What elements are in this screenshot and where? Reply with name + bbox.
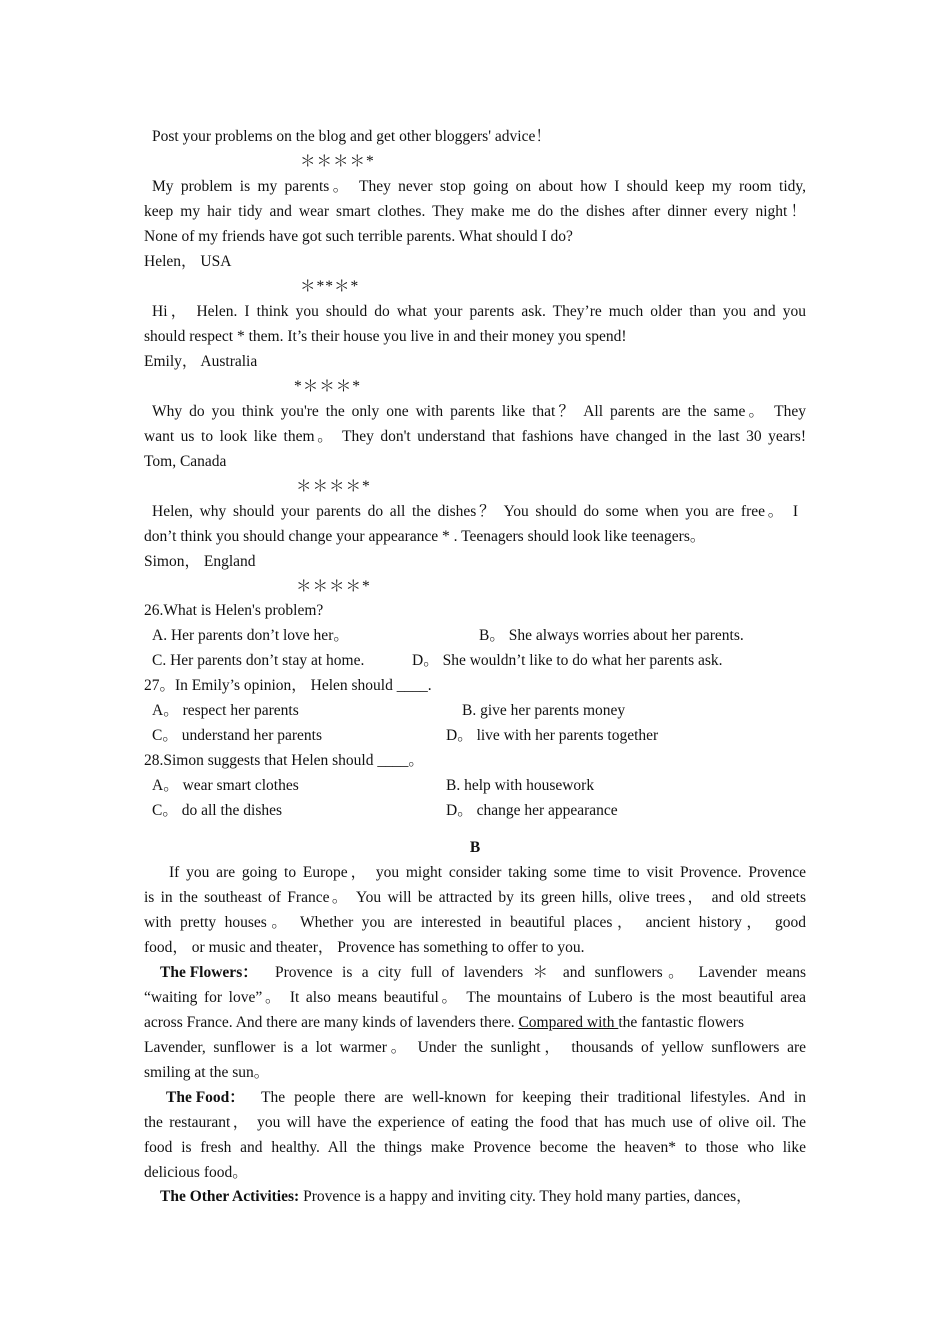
option-d: D。 She wouldn’t like to do what her parents ask. <box>412 652 723 669</box>
paragraph-line: delicious food。 <box>144 1164 248 1181</box>
helen-signature: Helen， USA <box>144 253 232 270</box>
separator: ＊＊＊＊* <box>296 578 371 595</box>
option-a: A. Her parents don’t love her。 <box>152 627 349 644</box>
flowers-label: The Flowers： <box>160 964 258 981</box>
option-a: A。 respect her parents <box>152 702 299 719</box>
paragraph-line <box>160 1184 806 1209</box>
emily-post-line: should respect * them. It’s their house you live in and their money you spend! <box>144 328 627 345</box>
flowers-heading <box>160 960 258 985</box>
tom-post-line: Why do you think you're the only one with parents like that？ All parents are the same。 They <box>152 403 806 420</box>
food-heading <box>166 1085 245 1110</box>
other-activities-label: The Other Activities: <box>160 1188 300 1205</box>
blog-intro: Post your problems on the blog and get other bloggers' advice！ <box>152 128 551 145</box>
option-d: D。 change her appearance <box>446 802 618 819</box>
paragraph-line: smiling at the sun。 <box>144 1064 270 1081</box>
emily-post-line: Hi， Helen. I think you should do what your parents ask. They’re much older than you and you <box>152 303 806 320</box>
option-b: B. give her parents money <box>462 702 626 719</box>
text-run: across France. And there are many kinds of lavenders there. <box>144 1014 515 1031</box>
option-c: C. Her parents don’t stay at home. <box>152 652 365 669</box>
text-run: Provence is a happy and inviting city. They hold many parties, dances， <box>303 1188 752 1205</box>
option-d: D。 live with her parents together <box>446 727 659 744</box>
separator: ＊＊＊＊* <box>300 153 375 170</box>
section-heading: B <box>469 839 481 856</box>
option-a: A。 wear smart clothes <box>152 777 299 794</box>
paragraph-line: If you are going to Europe， you might consider taking some time to visit Provence. Provence <box>169 864 806 881</box>
separator: *＊＊＊* <box>294 378 362 395</box>
paragraph-line: the restaurant， you will have the experience of eating the food that has much use of olive oil. The <box>144 1114 806 1131</box>
emily-signature: Emily， Australia <box>144 353 258 370</box>
underlined-phrase: Compared with <box>518 1014 619 1031</box>
tom-signature: Tom, Canada <box>144 453 227 470</box>
paragraph-line: with pretty houses。 Whether you are interested in beautiful places， ancient history， good <box>144 914 806 931</box>
question-stem: 28.Simon suggests that Helen should ____。 <box>144 752 424 769</box>
food-label: The Food： <box>166 1089 245 1106</box>
tom-post-line: want us to look like them。 They don't understand that fashions have changed in the last 30 years! <box>144 428 806 445</box>
paragraph-line: food， or music and theater， Provence has something to offer to you. <box>144 939 585 956</box>
simon-post-line: Helen, why should your parents do all the dishes？ You should do some when you are free。 I <box>152 503 798 520</box>
option-b: B。 She always worries about her parents. <box>479 627 744 644</box>
helen-post-line: My problem is my parents。 They never stop going on about how I should keep my room tidy, <box>152 178 806 195</box>
paragraph-line: food is fresh and healthy. All the things make Provence become the heaven* to those who like <box>144 1139 806 1156</box>
paragraph-line: Lavender, sunflower is a lot warmer。 Under the sunlight， thousands of yellow sunflowers are <box>144 1039 806 1056</box>
paragraph-line: is in the southeast of France。 You will be attracted by its green hills, olive trees， and old streets <box>144 889 806 906</box>
option-c: C。 understand her parents <box>152 727 323 744</box>
separator: ＊**＊* <box>300 278 360 295</box>
helen-post-line: None of my friends have got such terrible parents. What should I do? <box>144 228 573 245</box>
option-b: B. help with housework <box>446 777 595 794</box>
separator: ＊＊＊＊* <box>296 478 371 495</box>
helen-post-line: keep my hair tidy and wear smart clothes. They make me do the dishes after dinner every night！ <box>144 203 806 220</box>
paragraph-line <box>144 1010 806 1035</box>
paragraph-line: The people there are well-known for keeping their traditional lifestyles. And in <box>261 1089 806 1106</box>
question-stem: 26.What is Helen's problem? <box>144 602 324 619</box>
text-run: the fantastic flowers <box>618 1014 745 1031</box>
option-c: C。 do all the dishes <box>152 802 283 819</box>
simon-signature: Simon， England <box>144 553 256 570</box>
paragraph-line: “waiting for love”。 It also means beautiful。 The mountains of Lubero is the most beautiful area <box>144 989 806 1006</box>
paragraph-line: Provence is a city full of lavenders ＊ and sunflowers。 Lavender means <box>275 964 806 981</box>
question-stem: 27。In Emily’s opinion， Helen should ____. <box>144 677 432 694</box>
simon-post-line: don’t think you should change your appearance * . Teenagers should look like teenagers。 <box>144 528 706 545</box>
